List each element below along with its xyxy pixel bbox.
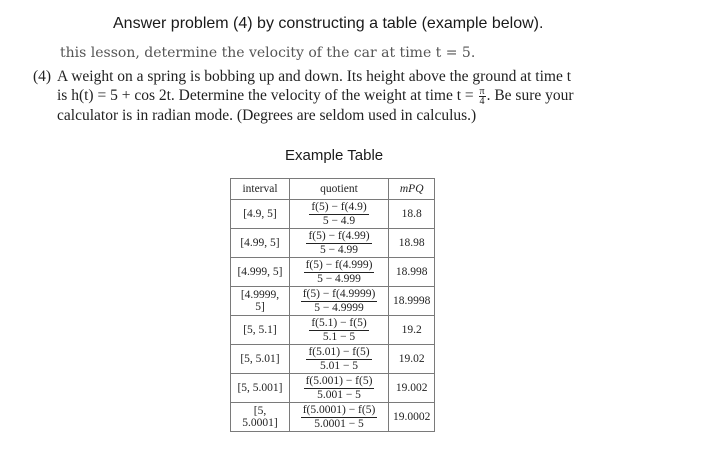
quotient-cell bbox=[290, 287, 389, 316]
problem-line-2b: . Be sure your bbox=[486, 87, 574, 104]
example-table-title: Example Table bbox=[285, 147, 384, 164]
cutoff-text-fragment: this lesson, determine the velocity of the car at time t = 5. bbox=[60, 45, 476, 61]
quotient-cell bbox=[290, 200, 389, 229]
difference-quotient bbox=[301, 288, 378, 315]
table-header-row bbox=[231, 179, 435, 200]
difference-quotient bbox=[306, 230, 371, 257]
table-row bbox=[231, 316, 435, 345]
quotient-denominator: 5 − 4.999 bbox=[317, 272, 361, 285]
quotient-cell bbox=[290, 258, 389, 287]
quotient-cell bbox=[290, 345, 389, 374]
difference-quotient bbox=[304, 375, 375, 402]
difference-quotient bbox=[306, 346, 371, 373]
problem-line-2a: is h(t) = 5 + cos 2t. Determine the velocity of the weight at time t = bbox=[57, 87, 474, 104]
table-row bbox=[231, 345, 435, 374]
table-row bbox=[231, 229, 435, 258]
difference-quotient bbox=[309, 317, 368, 344]
quotient-numerator: f(5) − f(4.9) bbox=[311, 200, 367, 213]
table-row bbox=[231, 403, 435, 432]
quotient-cell bbox=[290, 374, 389, 403]
header-quotient: quotient bbox=[290, 179, 389, 200]
mpq-cell: 19.0002 bbox=[389, 403, 435, 432]
quotient-numerator: f(5) − f(4.999) bbox=[305, 258, 373, 271]
mpq-cell: 18.98 bbox=[389, 229, 435, 258]
quotient-numerator: f(5.0001) − f(5) bbox=[302, 403, 376, 416]
quotient-denominator: 5 − 4.9 bbox=[322, 214, 356, 227]
mpq-cell: 19.02 bbox=[389, 345, 435, 374]
interval-cell: [4.99, 5] bbox=[231, 229, 290, 258]
interval-cell: [4.9999, 5] bbox=[231, 287, 290, 316]
table-row bbox=[231, 258, 435, 287]
quotient-cell bbox=[290, 229, 389, 258]
mpq-cell: 19.002 bbox=[389, 374, 435, 403]
difference-quotient bbox=[304, 259, 375, 286]
problem-line-3: calculator is in radian mode. (Degrees are seldom used in calculus.) bbox=[57, 106, 477, 124]
interval-cell: [5, 5.01] bbox=[231, 345, 290, 374]
mpq-cell: 18.9998 bbox=[389, 287, 435, 316]
pi-over-four-fraction: $\frac{\pi}{4}$ bbox=[479, 85, 485, 107]
quotient-numerator: f(5.1) − f(5) bbox=[311, 316, 367, 329]
quotient-numerator: f(5.01) − f(5) bbox=[308, 345, 370, 358]
quotient-denominator: 5 − 4.9999 bbox=[314, 301, 364, 314]
quotient-cell bbox=[290, 403, 389, 432]
header-interval: interval bbox=[231, 179, 290, 200]
quotient-denominator: 5.0001 − 5 bbox=[314, 417, 364, 430]
mpq-cell: 18.998 bbox=[389, 258, 435, 287]
quotient-cell bbox=[290, 316, 389, 345]
table-row bbox=[231, 374, 435, 403]
interval-cell: [5, 5.1] bbox=[231, 316, 290, 345]
difference-quotient bbox=[309, 201, 368, 228]
example-table bbox=[230, 178, 435, 432]
quotient-numerator: f(5) − f(4.99) bbox=[308, 229, 370, 242]
problem-number: (4) bbox=[33, 68, 52, 85]
quotient-denominator: 5.01 − 5 bbox=[319, 359, 359, 372]
header-mpq: mPQ bbox=[389, 179, 435, 200]
quotient-denominator: 5.001 − 5 bbox=[317, 388, 361, 401]
table-row bbox=[231, 287, 435, 316]
mpq-cell: 19.2 bbox=[389, 316, 435, 345]
problem-line-1: A weight on a spring is bobbing up and down. Its height above the ground at time t bbox=[57, 68, 572, 85]
quotient-numerator: f(5) − f(4.9999) bbox=[302, 287, 376, 300]
interval-cell: [5, 5.001] bbox=[231, 374, 290, 403]
table-row bbox=[231, 200, 435, 229]
difference-quotient bbox=[301, 404, 378, 431]
interval-cell: [4.9, 5] bbox=[231, 200, 290, 229]
quotient-numerator: f(5.001) − f(5) bbox=[305, 374, 373, 387]
quotient-denominator: 5.1 − 5 bbox=[322, 330, 356, 343]
instruction-text: Answer problem (4) by constructing a table (example below). bbox=[113, 15, 544, 32]
quotient-denominator: 5 − 4.99 bbox=[319, 243, 359, 256]
interval-cell: [4.999, 5] bbox=[231, 258, 290, 287]
mpq-cell: 18.8 bbox=[389, 200, 435, 229]
interval-cell: [5, 5.0001] bbox=[231, 403, 290, 432]
problem-statement bbox=[33, 67, 683, 125]
